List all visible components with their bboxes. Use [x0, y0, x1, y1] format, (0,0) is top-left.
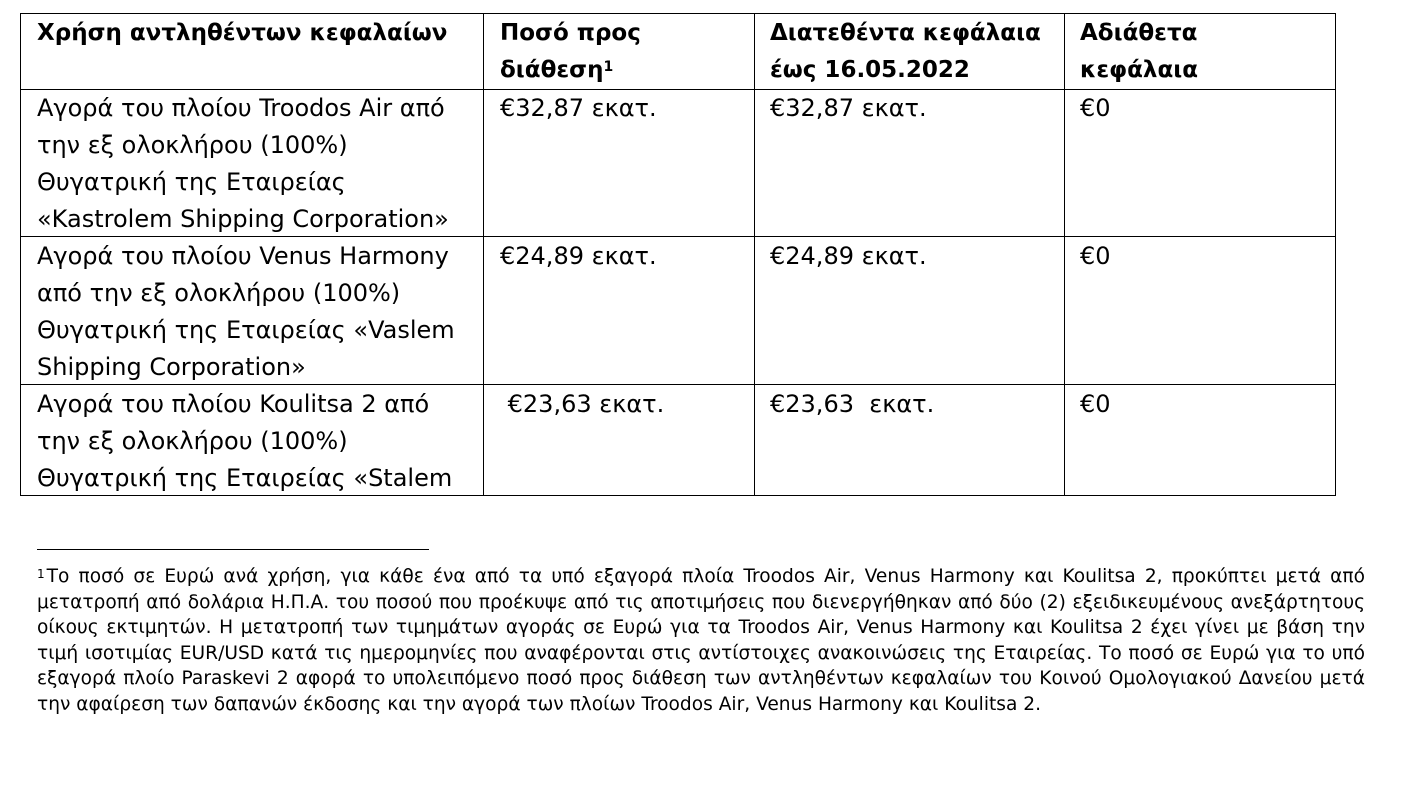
row-1-use: Αγορά του πλοίου Troodos Air από την εξ ολοκλήρου (100%) Θυγατρική της Εταιρείας «Kastrolem Shipping Corporation»: [37, 94, 449, 233]
header-amount: [500, 15, 675, 89]
header-use: Χρήση αντληθέντων κεφαλαίων: [37, 20, 448, 46]
table-border-top: [20, 13, 1336, 14]
footnote: [37, 564, 1365, 718]
footnote-ref: 1: [603, 59, 614, 75]
footnote-text: Το ποσό σε Ευρώ ανά χρήση, για κάθε ένα από τα υπό εξαγορά πλοία Troodos Air, Venus Harmony και Koulitsa 2, προκύπτει μετά από μετατροπή από δολάρια Η.Π.Α. του ποσού που προέκυψε από τις αποτιμήσεις που διενεργήθηκαν από δύο (2) εξειδικευμένους ανεξάρτητους οίκους εκτιμητών. Η μετατροπή των τιμημάτων αγοράς σε Ευρώ για τα Troodos Air, Venus Harmony και Koulitsa 2 έχει γίνει με βάση την τιμή ισοτιμίας EUR/USD κατά τις ημερομηνίες που αναφέρονται στις αντίστοιχες ανακοινώσεις της Εταιρείας. Το ποσό σε Ευρώ για το υπό εξαγορά πλοίο Paraskevi 2 αφορά το υπολειπόμενο ποσό προς διάθεση των αντληθέντων κεφαλαίων του Κοινού Ομολογιακού Δανείου μετά την αφαίρεση των δαπανών έκδοσης και την αγορά των πλοίων Troodos Air, Venus Harmony και Koulitsa 2.: [37, 566, 1365, 715]
table-column-divider: [754, 13, 755, 496]
row-3-use: Αγορά του πλοίου Koulitsa 2 από την εξ ολοκλήρου (100%) Θυγατρική της Εταιρείας «Stalem: [37, 390, 453, 492]
row-1-amount: €32,87 εκατ.: [500, 94, 657, 122]
row-3-available: €23,63 εκατ.: [770, 390, 935, 418]
row-2-amount: €24,89 εκατ.: [500, 242, 657, 270]
footnote-marker: 1: [37, 567, 45, 581]
row-2-use: Αγορά του πλοίου Venus Harmony από την εξ ολοκλήρου (100%) Θυγατρική της Εταιρείας «Vaslem Shipping Corporation»: [37, 242, 455, 381]
row-3-amount: €23,63 εκατ.: [500, 390, 665, 418]
table-border-right: [1335, 13, 1336, 496]
table-border-left: [20, 13, 21, 496]
header-amount-text: Ποσό προς διάθεση: [500, 20, 641, 83]
footnote-separator: [37, 549, 429, 550]
row-2-available: €24,89 εκατ.: [770, 242, 927, 270]
header-unavailable: Αδιάθετα κεφάλαια: [1080, 20, 1199, 83]
row-1-unavailable: €0: [1080, 94, 1111, 122]
header-available: Διατεθέντα κεφάλαια έως 16.05.2022: [770, 20, 1041, 83]
table-column-divider: [483, 13, 484, 496]
row-3-unavailable: €0: [1080, 390, 1111, 418]
table-column-divider: [1064, 13, 1065, 496]
row-1-available: €32,87 εκατ.: [770, 94, 927, 122]
row-2-unavailable: €0: [1080, 242, 1111, 270]
funds-table: [20, 13, 1336, 496]
